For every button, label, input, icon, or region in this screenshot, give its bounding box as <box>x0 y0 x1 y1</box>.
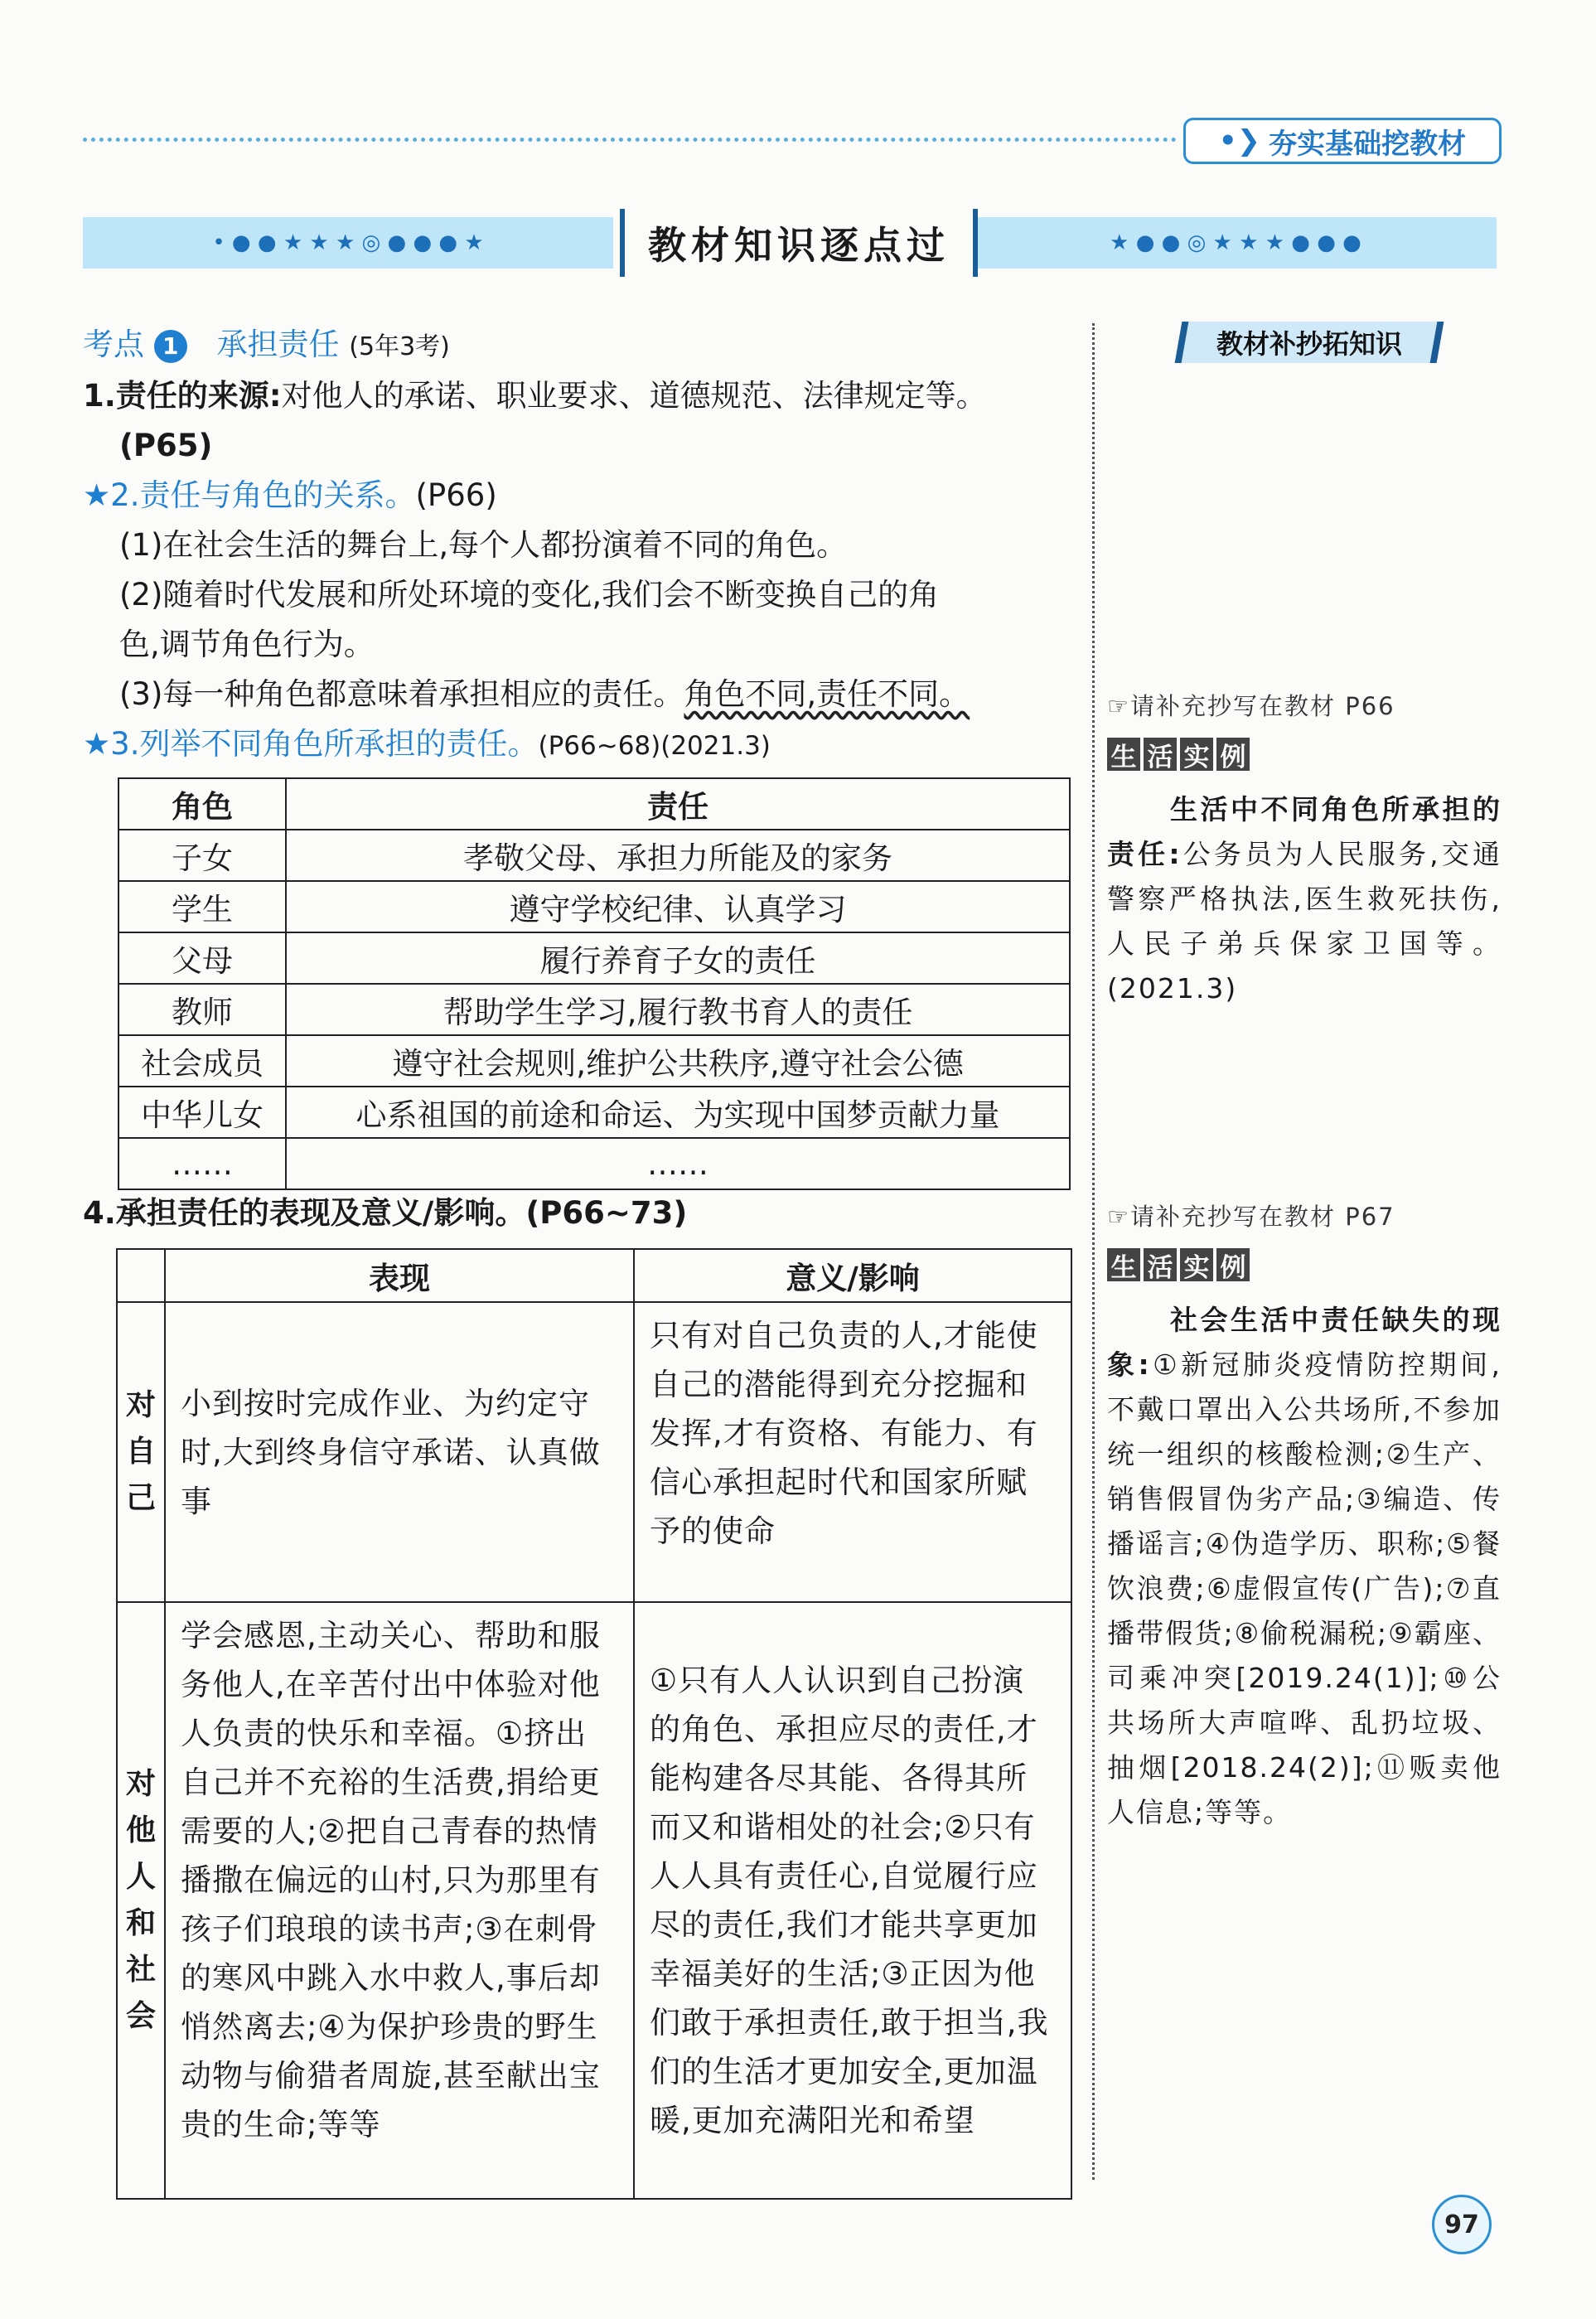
sidebar-dotted-rule <box>1092 323 1095 2180</box>
table-row <box>118 881 1070 932</box>
impact-header-show: 表现 <box>165 1249 634 1302</box>
duty-cell: 履行养育子女的责任 <box>286 932 1070 984</box>
impact-meaning-cell: 只有对自己负责的人,才能使自己的潜能得到充分挖掘和发挥,才有资格、有能力、有信心承担起时代和国家所赋予的使命 <box>634 1302 1071 1602</box>
table-row <box>118 830 1070 881</box>
roles-header-role: 角色 <box>118 778 286 830</box>
tag-char: 实 <box>1180 1248 1213 1281</box>
item-1-head: 1.责任的来源: <box>83 378 282 414</box>
impact-show-cell: 小到按时完成作业、为约定守时,大到终身信守承诺、认真做事 <box>165 1302 634 1602</box>
impact-table <box>116 1248 1072 2200</box>
banner-right-decoration <box>975 217 1497 269</box>
impact-row-head-text: 对他人和社会 <box>125 1767 156 2033</box>
life-example-1-text: 公务员为人民服务,交通警察严格执法,医生救死扶伤,人民子弟兵保家卫国等。(2021.3) <box>1107 838 1502 1005</box>
brand-tab <box>1183 118 1502 164</box>
role-cell: 父母 <box>118 932 286 984</box>
duty-cell: …… <box>286 1138 1070 1189</box>
item-2-sub-2a: (2)随着时代发展和所处环境的变化,我们会不断变换自己的角 <box>119 577 940 612</box>
kaodian-number-badge: 1 <box>154 330 187 363</box>
role-cell: 子女 <box>118 830 286 881</box>
item-2 <box>83 471 497 520</box>
item-4-head: 4.承担责任的表现及意义/影响。(P66~73) <box>83 1195 688 1231</box>
tag-char: 活 <box>1144 1248 1177 1281</box>
brand-tab-label: 夯实基础挖教材 <box>1269 127 1467 161</box>
table-row <box>117 1602 1071 2199</box>
tag-char: 活 <box>1144 738 1177 771</box>
item-2-sub-3-emphasis: 角色不同,责任不同。 <box>684 676 970 712</box>
duty-cell: 遵守社会规则,维护公共秩序,遵守社会公德 <box>286 1035 1070 1087</box>
item-2-head: ★2.责任与角色的关系。 <box>83 477 416 513</box>
item-1-page: (P65) <box>119 428 213 463</box>
role-cell: 教师 <box>118 984 286 1035</box>
life-example-2 <box>1107 1298 1502 1835</box>
tag-char: 例 <box>1216 1248 1250 1281</box>
item-2-sub-2b: 色,调节角色行为。 <box>119 627 375 662</box>
sidebar-title-text: 教材补抄拓知识 <box>1216 328 1402 360</box>
banner-title: 教材知识逐点过 <box>620 209 978 277</box>
life-example-1 <box>1107 787 1502 1011</box>
sidebar-title <box>1175 322 1444 363</box>
table-row <box>118 1087 1070 1138</box>
duty-cell: 孝敬父母、承担力所能及的家务 <box>286 830 1070 881</box>
banner-left-deco-text: • ● ● ★ ★ ★ ◎ ● ● ● ★ <box>212 230 484 255</box>
impact-header-blank <box>117 1249 165 1302</box>
tag-char: 例 <box>1216 738 1250 771</box>
impact-row-head <box>117 1302 165 1602</box>
table-row <box>118 932 1070 984</box>
tag-char: 实 <box>1180 738 1213 771</box>
table-row <box>118 1035 1070 1087</box>
item-1-text: 对他人的承诺、职业要求、道德规范、法律规定等。 <box>281 378 987 414</box>
banner-left-decoration <box>83 217 613 269</box>
item-3-head: ★3.列举不同角色所承担的责任。 <box>83 726 539 762</box>
sidebar-note-2: ☞请补充抄写在教材 P67 <box>1107 1203 1395 1231</box>
header-dotted-rule <box>83 138 1177 142</box>
roles-table <box>118 777 1071 1190</box>
life-example-2-head: 社会生活中责任缺失的现象: <box>1107 1304 1502 1381</box>
kaodian-heading <box>83 320 450 372</box>
item-1 <box>83 371 987 421</box>
kaodian-frequency: (5年3考) <box>349 332 450 361</box>
table-row <box>118 1138 1070 1189</box>
impact-header-meaning: 意义/影响 <box>634 1249 1071 1302</box>
life-example-1-head: 生活中不同角色所承担的责任: <box>1107 793 1502 870</box>
item-3 <box>83 719 771 771</box>
item-2-page: (P66) <box>415 477 497 513</box>
life-example-tag <box>1107 1248 1250 1281</box>
double-arrow-icon: •❯ <box>1218 124 1261 157</box>
page-number: 97 <box>1432 2195 1492 2254</box>
impact-table-header <box>117 1249 1071 1302</box>
item-2-sub-1: (1)在社会生活的舞台上,每个人都扮演着不同的角色。 <box>119 527 848 563</box>
impact-meaning-cell: ①只有人人认识到自己扮演的角色、承担应尽的责任,才能构建各尽其能、各得其所而又和谐相处的社会;②只有人人具有责任心,自觉履行应尽的责任,我们才能共享更加幸福美好的生活;③正因为他们敢于承担责任,敢于担当,我们的生活才更加安全,更加温暖,更加充满阳光和希望 <box>634 1602 1071 2199</box>
item-2-sub-3 <box>119 670 970 719</box>
impact-show-cell: 学会感恩,主动关心、帮助和服务他人,在辛苦付出中体验对他人负责的快乐和幸福。①挤出自己并不充裕的生活费,捐给更需要的人;②把自己青春的热情播撒在偏远的山村,只为那里有孩子们琅琅的读书声;③在刺骨的寒风中跳入水中救人,事后却悄然离去;④为保护珍贵的野生动物与偷猎者周旋,甚至献出宝贵的生命;等等 <box>165 1602 634 2199</box>
table-row <box>118 984 1070 1035</box>
life-example-tag <box>1107 738 1250 771</box>
role-cell: 社会成员 <box>118 1035 286 1087</box>
tag-char: 生 <box>1107 738 1140 771</box>
duty-cell: 遵守学校纪律、认真学习 <box>286 881 1070 932</box>
duty-cell: 心系祖国的前途和命运、为实现中国梦贡献力量 <box>286 1087 1070 1138</box>
kaodian-label: 考点 <box>83 327 144 362</box>
tag-char: 生 <box>1107 1248 1140 1281</box>
sidebar-note-1: ☞请补充抄写在教材 P66 <box>1107 692 1395 720</box>
impact-row-head-text: 对自己 <box>125 1388 156 1515</box>
item-2-sub-3-text: (3)每一种角色都意味着承担相应的责任。 <box>119 676 684 712</box>
role-cell: 学生 <box>118 881 286 932</box>
role-cell: 中华儿女 <box>118 1087 286 1138</box>
role-cell: …… <box>118 1138 286 1189</box>
table-row <box>117 1302 1071 1602</box>
impact-row-head <box>117 1602 165 2199</box>
roles-table-header <box>118 778 1070 830</box>
life-example-2-text: ①新冠肺炎疫情防控期间,不戴口罩出入公共场所,不参加统一组织的核酸检测;②生产、销售假冒伪劣产品;③编造、传播谣言;④伪造学历、职称;⑤餐饮浪费;⑥虚假宣传(广告);⑦直播带假货;⑧偷税漏税;⑨霸座、司乘冲突[2019.24(1)];⑩公共场所大声喧哗、乱扔垃圾、抽烟[2018.24(2)];⑪贩卖他人信息;等等。 <box>1107 1348 1502 1828</box>
banner-right-deco-text: ★ ● ● ◎ ★ ★ ★ ● ● ● <box>1110 230 1361 255</box>
kaodian-title: 承担责任 <box>216 327 340 362</box>
roles-header-duty: 责任 <box>286 778 1070 830</box>
duty-cell: 帮助学生学习,履行教书育人的责任 <box>286 984 1070 1035</box>
item-3-page: (P66~68)(2021.3) <box>538 731 771 761</box>
